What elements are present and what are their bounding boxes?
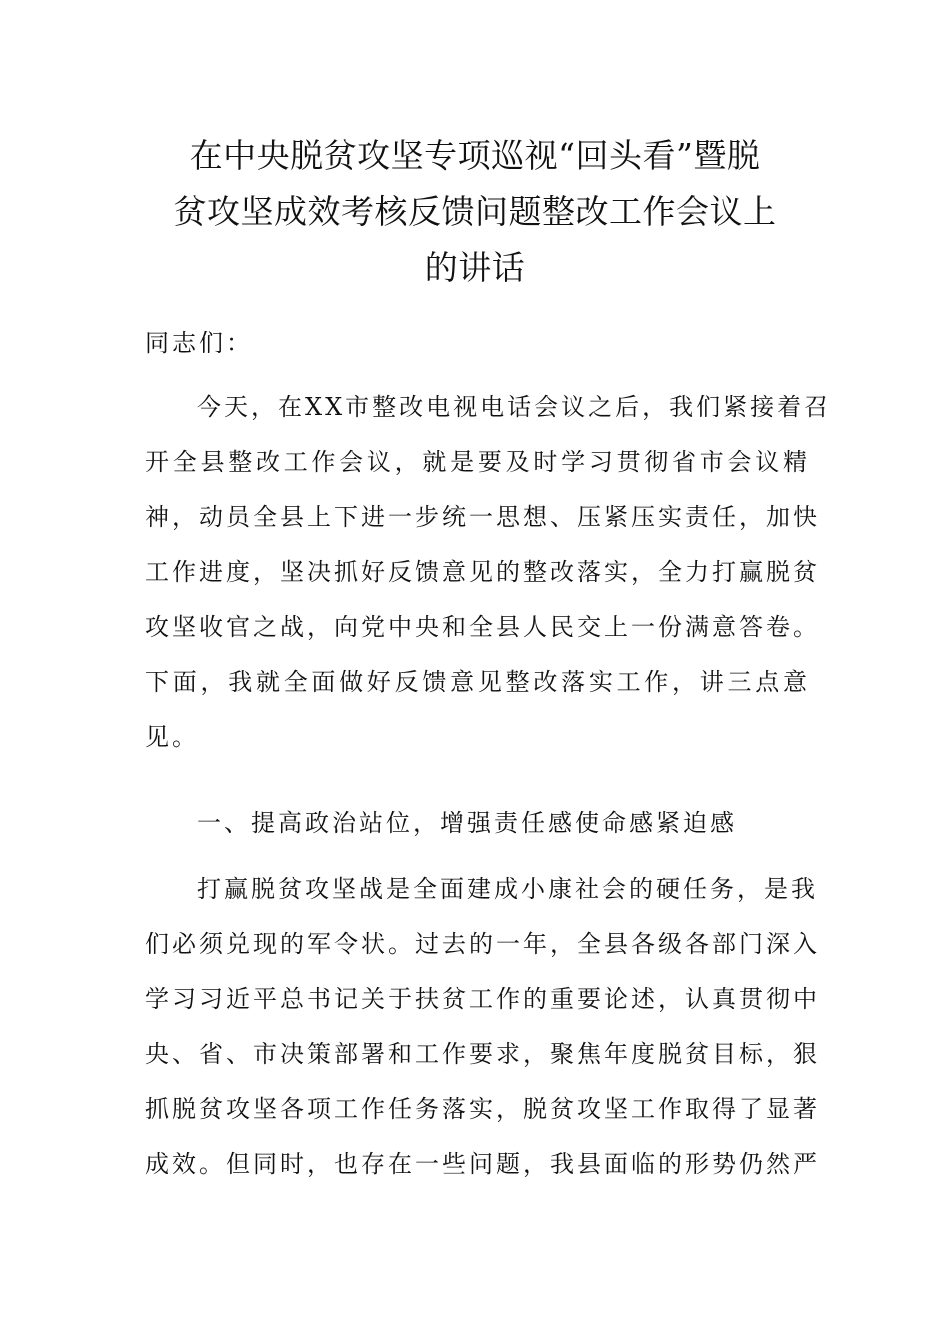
paragraph-2-line-3: 学习习近平总书记关于扶贫工作的重要论述，认真贯彻中: [145, 985, 820, 1013]
paragraph-1-line-1: 今天，在XX市整改电视电话会议之后，我们紧接着召: [197, 393, 832, 421]
paragraph-1-line-6: 下面，我就全面做好反馈意见整改落实工作，讲三点意: [145, 668, 810, 696]
section-heading-1-text: 一、提高政治站位，增强责任感使命感紧迫感: [197, 809, 737, 837]
paragraph-1-line-4: 工作进度，坚决抓好反馈意见的整改落实，全力打赢脱贫: [145, 558, 820, 586]
paragraph-2-line-2: 们必须兑现的军令状。过去的一年，全县各级各部门深入: [145, 930, 820, 958]
paragraph-2-line-6: 成效。但同时，也存在一些问题，我县面临的形势仍然严: [145, 1150, 820, 1178]
paragraph-2: [145, 862, 820, 1192]
paragraph-1-line-5: 攻坚收官之战，向党中央和全县人民交上一份满意答卷。: [145, 613, 820, 641]
document-title: [140, 128, 810, 296]
title-line-3: 的讲话: [424, 248, 526, 287]
paragraph-2-line-1: 打赢脱贫攻坚战是全面建成小康社会的硬任务，是我: [197, 875, 818, 903]
greeting: [145, 316, 810, 371]
paragraph-2-line-5: 抓脱贫攻坚各项工作任务落实，脱贫攻坚工作取得了显著: [145, 1095, 820, 1123]
title-line-1: 在中央脱贫攻坚专项巡视“回头看”暨脱: [189, 136, 761, 175]
paragraph-1-line-7: 见。: [145, 723, 199, 751]
title-line-2: 贫攻坚成效考核反馈问题整改工作会议上: [173, 192, 777, 231]
section-heading-1: [145, 796, 810, 851]
paragraph-2-line-4: 央、省、市决策部署和工作要求，聚焦年度脱贫目标，狠: [145, 1040, 820, 1068]
paragraph-1: [145, 380, 832, 765]
paragraph-1-line-2: 开全县整改工作会议，就是要及时学习贯彻省市会议精: [145, 448, 810, 476]
greeting-text: 同志们：: [145, 329, 253, 357]
paragraph-1-line-3: 神，动员全县上下进一步统一思想、压紧压实责任，加快: [145, 503, 820, 531]
